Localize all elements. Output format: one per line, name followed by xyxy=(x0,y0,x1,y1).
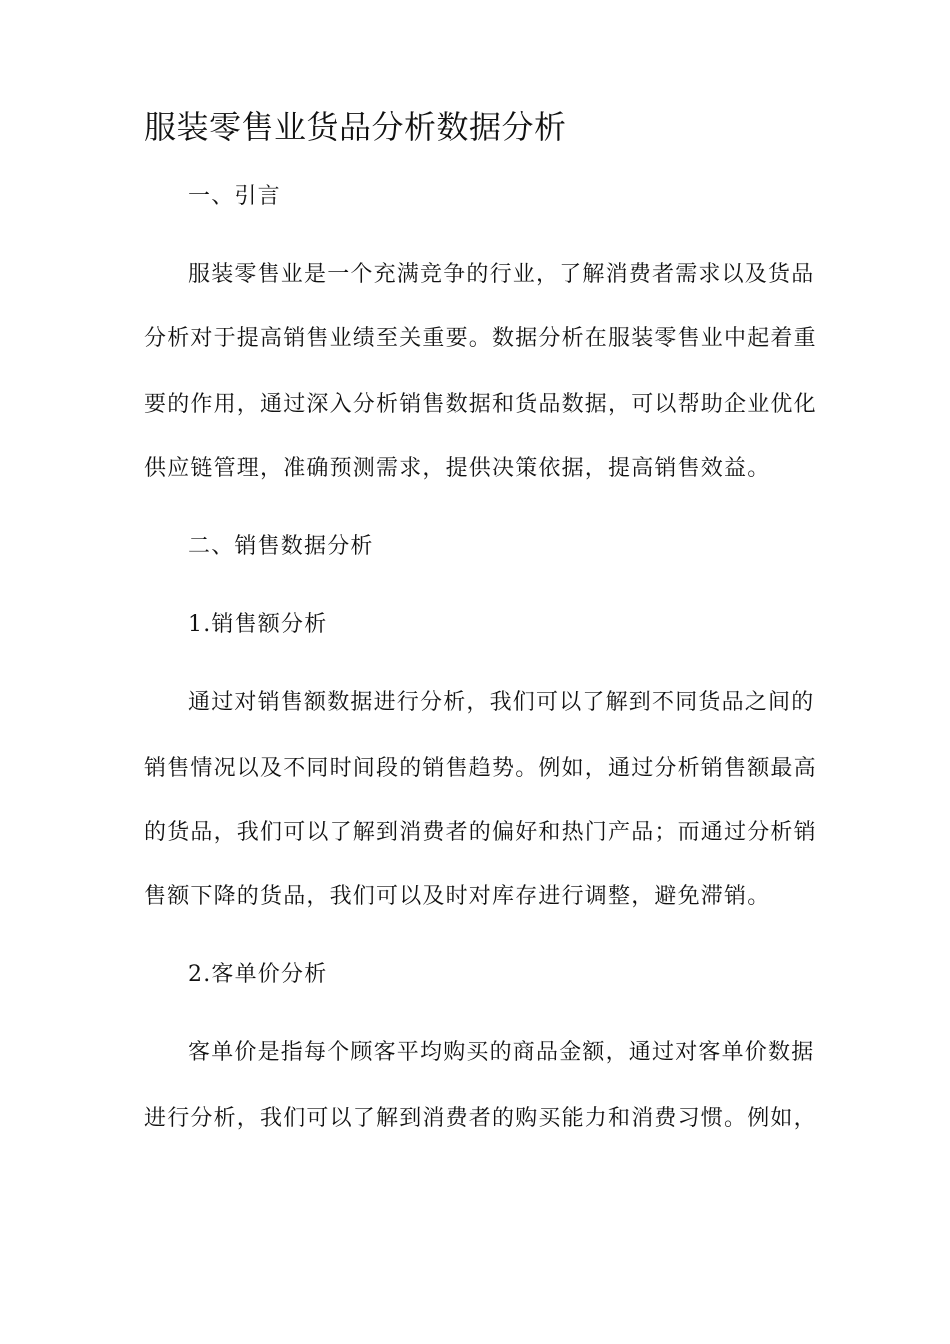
paragraph-line: 进行分析，我们可以了解到消费者的购买能力和消费习惯。例如， xyxy=(144,1106,817,1131)
document-title: 服装零售业货品分析数据分析 xyxy=(144,108,567,146)
paragraph-line: 的货品，我们可以了解到消费者的偏好和热门产品；而通过分析销 xyxy=(144,820,817,845)
paragraph-line: 分析对于提高销售业绩至关重要。数据分析在服装零售业中起着重 xyxy=(144,326,817,351)
section-heading-sales-analysis: 二、销售数据分析 xyxy=(188,534,374,559)
section-heading-introduction: 一、引言 xyxy=(188,184,281,209)
paragraph-line: 客单价是指每个顾客平均购买的商品金额，通过对客单价数据 xyxy=(188,1040,815,1065)
paragraph-line: 要的作用，通过深入分析销售数据和货品数据，可以帮助企业优化 xyxy=(144,392,817,417)
paragraph-line: 服装零售业是一个充满竞争的行业，了解消费者需求以及货品 xyxy=(188,262,815,287)
paragraph-line: 销售情况以及不同时间段的销售趋势。例如，通过分析销售额最高 xyxy=(144,756,817,781)
paragraph-line: 售额下降的货品，我们可以及时对库存进行调整，避免滞销。 xyxy=(144,884,771,909)
paragraph-line: 通过对销售额数据进行分析，我们可以了解到不同货品之间的 xyxy=(188,690,815,715)
paragraph-line: 供应链管理，准确预测需求，提供决策依据，提高销售效益。 xyxy=(144,456,771,481)
subsection-heading-unit-price: 2.客单价分析 xyxy=(188,962,328,987)
subsection-heading-sales-amount: 1.销售额分析 xyxy=(188,612,328,637)
